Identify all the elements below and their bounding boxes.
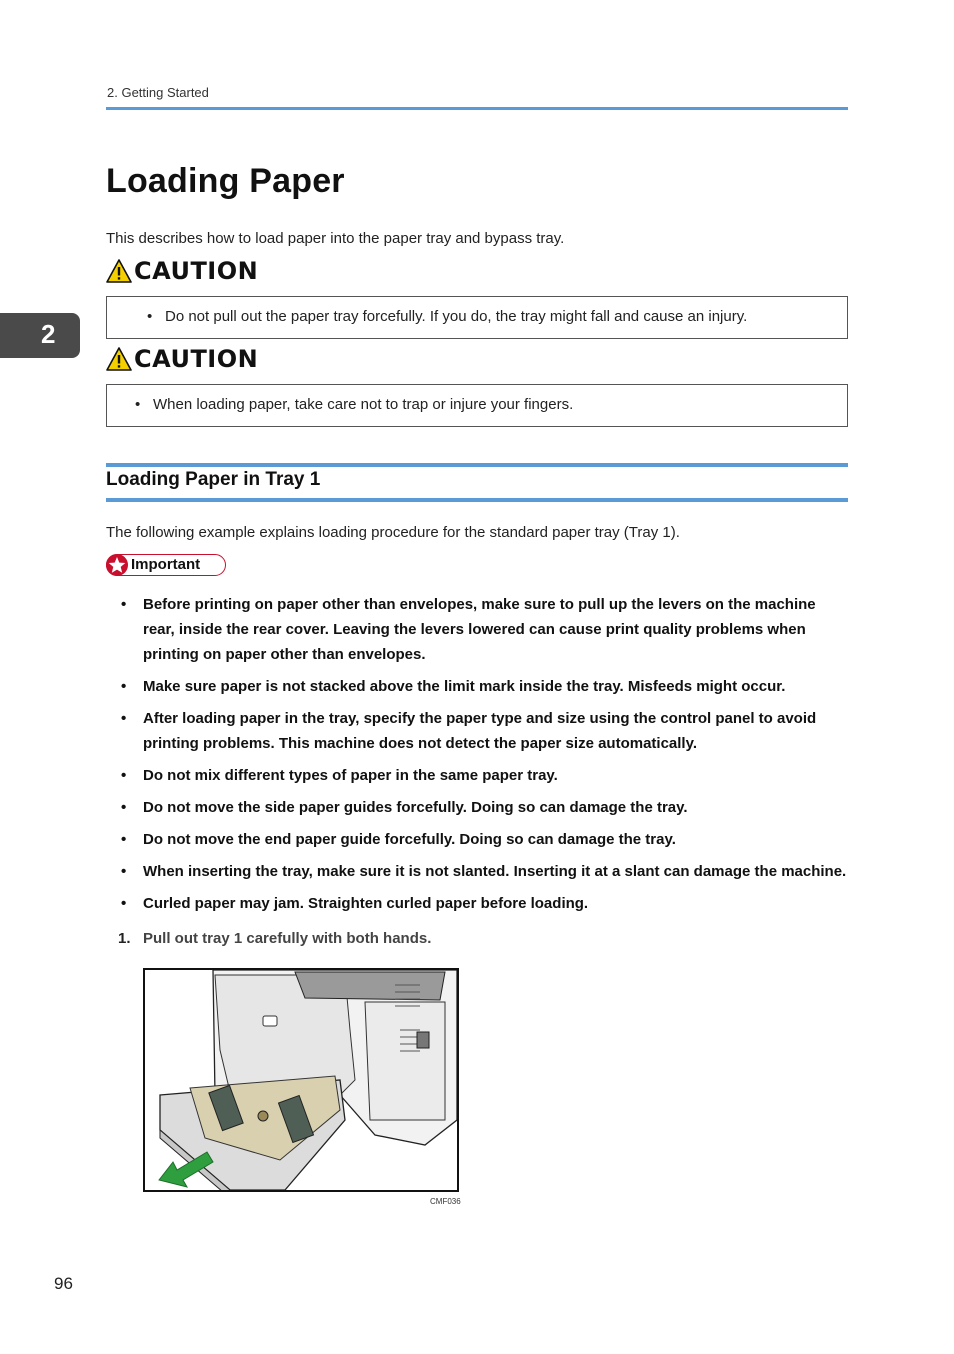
step-text: Pull out tray 1 carefully with both hands. [143, 930, 432, 947]
chapter-number: 2 [41, 319, 56, 349]
important-star-icon [106, 554, 128, 576]
figure-code: CMF036 [430, 1197, 461, 1206]
caution-heading [106, 345, 258, 373]
printer-tray-drawing [145, 970, 457, 1190]
list-item: • Do not mix different types of paper in the same paper tray. [120, 763, 850, 788]
breadcrumb: 2. Getting Started [107, 85, 209, 100]
section-rule-top [106, 463, 848, 467]
bullet: • [135, 396, 141, 413]
caution-box [106, 384, 848, 427]
list-item: • Do not move the end paper guide forcefully. Doing so can damage the tray. [120, 827, 850, 852]
caution-item [147, 308, 747, 325]
bullet: • [147, 308, 153, 325]
important-badge [106, 554, 226, 576]
header-rule [106, 107, 848, 110]
step-number: 1. [118, 930, 131, 947]
page-intro: This describes how to load paper into the paper tray and bypass tray. [106, 230, 565, 247]
section-title: Loading Paper in Tray 1 [106, 469, 321, 490]
section-rule-bottom [106, 498, 848, 502]
caution-text: When loading paper, take care not to trap or injure your fingers. [153, 396, 574, 413]
list-item: • Do not move the side paper guides forcefully. Doing so can damage the tray. [120, 795, 850, 820]
list-item: • Before printing on paper other than envelopes, make sure to pull up the levers on the machine rear, inside the rear cover. Leaving the levers lowered can cause print quality problems when printing on paper other than envelopes. [120, 592, 850, 667]
step-item [118, 930, 431, 947]
caution-box [106, 296, 848, 339]
caution-heading [106, 257, 258, 285]
caution-label: CAUTION [134, 345, 259, 373]
caution-label: CAUTION [134, 257, 259, 285]
list-item: • When inserting the tray, make sure it is not slanted. Inserting it at a slant can damage the machine. [120, 859, 850, 884]
important-list [120, 592, 850, 923]
warning-triangle-icon [106, 347, 132, 371]
list-item: • Make sure paper is not stacked above the limit mark inside the tray. Misfeeds might occur. [120, 674, 850, 699]
page-number: 96 [54, 1274, 73, 1293]
list-item: • After loading paper in the tray, specify the paper type and size using the control panel to avoid printing problems. This machine does not detect the paper size automatically. [120, 706, 850, 756]
warning-triangle-icon [106, 259, 132, 283]
caution-text: Do not pull out the paper tray forcefully. If you do, the tray might fall and cause an injury. [165, 308, 748, 325]
important-label: Important [131, 556, 201, 573]
page-title: Loading Paper [106, 162, 345, 200]
tray-illustration [143, 968, 459, 1192]
section-intro: The following example explains loading procedure for the standard paper tray (Tray 1). [106, 524, 680, 541]
caution-item [135, 396, 573, 413]
chapter-tab [0, 313, 80, 358]
list-item: • Curled paper may jam. Straighten curled paper before loading. [120, 891, 850, 916]
